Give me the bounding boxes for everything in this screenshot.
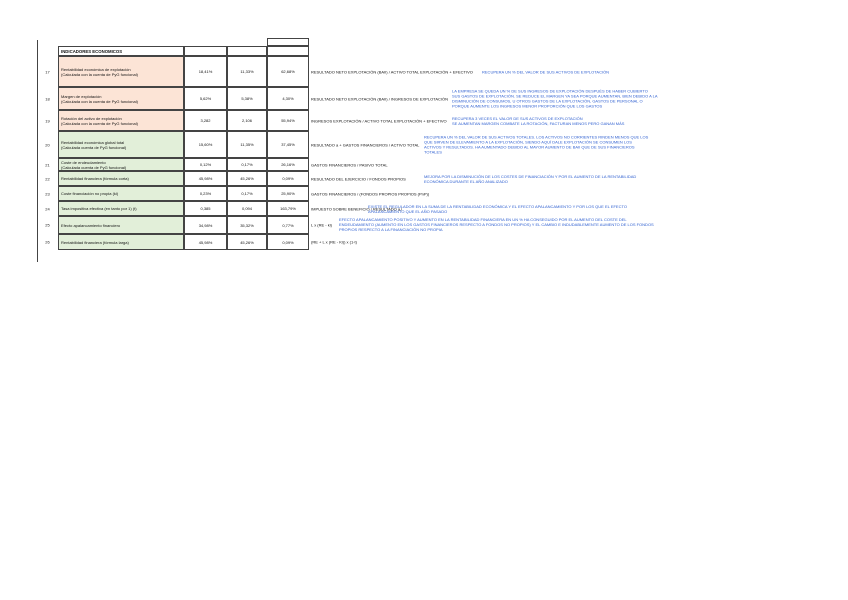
formula-text: GASTOS FINANCIEROS / PASIVO TOTAL bbox=[311, 162, 388, 167]
indicator-cell bbox=[58, 158, 184, 171]
value-cell-2: 0,094 bbox=[227, 201, 267, 216]
table-row bbox=[0, 110, 848, 131]
value-cell-2: 0,17% bbox=[227, 158, 267, 171]
indicator-subtitle: (Calculada cuenta de PyG funcional) bbox=[61, 164, 127, 170]
analysis-note: LA EMPRESA SE QUEDA UN % DE SUS INGRESOS DE EXPLOTACIÓN DESPUÉS DE HABER CUBIERTO SUS GASTOS DE EXPLOTACIÓN. SE REDUCE EL MARGEN YA SEA PORQUE AUMENTAN, BIEN DEBIDO A LA DISMINUCIÓN DE CONSUMOS, U OTROS GASTOS DE LA EXPLOTACIÓN, GASTOS DE PERSONAL O PORQUE AUMENTE LOS INGRESOS MENOR PROPORCIÓN QUE LOS GASTOS bbox=[452, 88, 658, 109]
indicator-cell bbox=[58, 234, 184, 250]
analysis-note: RECUPERA UN % DEL VALOR DE SUS ACTIVOS TOTALES. LOS ACTIVOS NO CORRIENTES RINDEN MENOS QUE LOS QUE SIRVEN DE ELEVAMIENTO A LA EXPLOTACIÓN, SIENDO AQUÍ DALE EXPLOTACIÓN SE CONSUMEN LOS ACTIVOS Y RESULTADOS. HA AUMENTADO DEBIDO AL MAYOR AUMENTO DE BAII QUE DE SUS FINANCIEROS TOTALES bbox=[424, 134, 649, 155]
row-number: 17 bbox=[45, 69, 50, 74]
value-cell-2: 35,32% bbox=[227, 216, 267, 234]
table-row bbox=[0, 131, 848, 158]
table-row bbox=[0, 201, 848, 216]
value-cell-1: 0,23% bbox=[184, 186, 227, 201]
value-cell-3: 55,94% bbox=[267, 110, 309, 131]
formula-text: GASTOS FINANCIEROS / (FONDOS PROPIOS PROPIOS (PnP)) bbox=[311, 191, 430, 196]
indicator-cell bbox=[58, 87, 184, 110]
analysis-note: RECUPERA UN % DEL VALOR DE SUS ACTIVOS DE EXPLOTACIÓN bbox=[482, 68, 610, 74]
row-number: 23 bbox=[45, 191, 50, 196]
value-cell-2: 45,26% bbox=[227, 171, 267, 186]
table-row bbox=[0, 87, 848, 110]
analysis-note: MEJORA POR LA DISMINUCIÓN DE LOS COSTES DE FINANCIACIÓN Y POR EL AUMENTO DE LA RENTABILIDAD ECONÓMICA DURANTE EL AÑO ANALIZADO bbox=[424, 173, 637, 184]
formula-text: L x (RE - ki) bbox=[311, 222, 332, 228]
table-row bbox=[0, 56, 848, 87]
indicator-subtitle: (Calculada con la cuenta de PyG funcional) bbox=[61, 120, 138, 126]
row-number: 26 bbox=[45, 239, 50, 245]
indicator-name: Margen de explotación bbox=[61, 93, 102, 99]
indicator-cell bbox=[58, 171, 184, 186]
formula-text: IMPUESTO SOBRE BENEFICIO / RESULTADO a.i bbox=[311, 206, 403, 211]
indicator-cell bbox=[58, 216, 184, 234]
table-row bbox=[0, 158, 848, 171]
table-row bbox=[0, 234, 848, 250]
formula-text: RESULTADO NETO EXPLOTACIÓN (BAII) / ACTIVO TOTAL EXPLOTACIÓN + EFECTIVO bbox=[311, 69, 473, 74]
value-cell-1: 45,98% bbox=[184, 234, 227, 250]
value-cell-2: 45,26% bbox=[227, 234, 267, 250]
value-cell-1: 0,12% bbox=[184, 158, 227, 171]
indicator-cell bbox=[58, 201, 184, 216]
section-title: INDICADORES ECONOMICOS bbox=[58, 46, 184, 56]
formula-text: RESULTADO DEL EJERCICIO / FONDOS PROPIOS bbox=[311, 176, 406, 181]
formula-text: RESULTADO a + GASTOS FINANCIEROS / ACTIVO TOTAL bbox=[311, 142, 420, 147]
indicator-subtitle: (Calculada cuenta de PyG funcional) bbox=[61, 144, 127, 150]
indicator-name: Coste de endeudamiento bbox=[61, 159, 106, 165]
table-row bbox=[0, 171, 848, 186]
value-cell-3: 62,68% bbox=[267, 56, 309, 87]
value-cell-2: 11,33% bbox=[227, 56, 267, 87]
row-number: 19 bbox=[45, 118, 50, 123]
value-cell-3: 26,16% bbox=[267, 158, 309, 171]
row-number: 18 bbox=[45, 96, 50, 101]
indicator-cell bbox=[58, 186, 184, 201]
indicator-name: Coste financiación no propia (ki) bbox=[61, 191, 119, 196]
analysis-note: RECUPERA 3 VECES EL VALOR DE SUS ACTIVOS DE EXPLOTACIÓN SE AUMENTAN MARGEN COMBATE LA ROTACIÓN, FACTURAN MENOS PERO GANAN MÁS bbox=[452, 115, 625, 126]
analysis-note: EFECTO APALANCAMIENTO POSITIVO Y AUMENTO EN LA RENTABILIDAD FINANCIERA EN UN % HA CONSEGUIDO POR EL AUMENTO DEL COSTE DEL ENDEUDAMIENTO (AUMENTO EN LOS GASTOS FINANCIEROS RESPECTO A FONDOS NO PROPIOS) Y EL CAMBIO E INDUDABLEMENTE AUMENTO DE LOS FONDOS PROPIOS RESPECTO A LA FINANCIACIÓN NO PROPIA bbox=[339, 217, 654, 233]
indicator-cell bbox=[58, 131, 184, 158]
indicator-name: Efecto apalancamiento financiero bbox=[61, 222, 121, 228]
value-cell-1: 18,41% bbox=[184, 56, 227, 87]
formula-text: INGRESOS EXPLOTACIÓN / ACTIVO TOTAL EXPLOTACIÓN + EFECTIVO bbox=[311, 118, 447, 123]
indicator-subtitle: (Calculada con la cuenta de PyG funcional) bbox=[61, 98, 138, 104]
indicator-name: Rotación del activo de explotación bbox=[61, 115, 122, 121]
header-col-1 bbox=[184, 46, 227, 56]
formula-text: RESULTADO NETO EXPLOTACIÓN (BAII) / INGRESOS DE EXPLOTACIÓN bbox=[311, 96, 448, 101]
indicator-name: Tasa impositiva efectiva (en tanto por 1) (t) bbox=[61, 206, 137, 211]
value-cell-1: 34,98% bbox=[184, 216, 227, 234]
header-extra-cell bbox=[267, 38, 309, 46]
value-cell-1: 45,98% bbox=[184, 171, 227, 186]
row-number: 22 bbox=[45, 176, 50, 181]
indicator-cell bbox=[58, 110, 184, 131]
value-cell-1: 15,60% bbox=[184, 131, 227, 158]
value-cell-3: 37,45% bbox=[267, 131, 309, 158]
indicator-name: Rentabilidad financiera (fórmula larga) bbox=[61, 239, 129, 245]
value-cell-3: 0,09% bbox=[267, 171, 309, 186]
header-col-3 bbox=[267, 46, 309, 56]
value-cell-1: 5,62% bbox=[184, 87, 227, 110]
value-cell-3: 4,30% bbox=[267, 87, 309, 110]
table-row bbox=[0, 216, 848, 234]
row-number: 20 bbox=[45, 142, 50, 147]
analysis-note: EXISTE EL REGULADOR EN LA SUMA DE LA RENTABILIDAD ECONÓMICA Y EL EFECTO APALANCAMIENTO Y POR LOS QUE EL EFECTO APALANCAMIENTO QUE EL AÑO PASADO bbox=[368, 203, 627, 214]
value-cell-2: 0,17% bbox=[227, 186, 267, 201]
value-cell-1: 3,282 bbox=[184, 110, 227, 131]
value-cell-2: 5,38% bbox=[227, 87, 267, 110]
table-row bbox=[0, 186, 848, 201]
row-number: 25 bbox=[45, 222, 50, 228]
value-cell-3: 25,90% bbox=[267, 186, 309, 201]
value-cell-3: 0,77% bbox=[267, 216, 309, 234]
row-number: 24 bbox=[45, 206, 50, 211]
value-cell-3: 163,79% bbox=[267, 201, 309, 216]
indicator-name: Rentabilidad financiera (fórmula corta) bbox=[61, 176, 129, 181]
formula-text: (RE + L x (RE - Ki)) x (1-t) bbox=[311, 239, 357, 245]
header-col-2 bbox=[227, 46, 267, 56]
indicator-name: Rentabilidad económica global total bbox=[61, 139, 125, 145]
indicator-name: Rentabilidad económica de explotación bbox=[61, 66, 131, 72]
indicator-subtitle: (Calculada con la cuenta de PyG funcional) bbox=[61, 71, 138, 77]
value-cell-3: 0,09% bbox=[267, 234, 309, 250]
row-number: 21 bbox=[45, 162, 50, 167]
value-cell-1: 0,385 bbox=[184, 201, 227, 216]
indicator-cell bbox=[58, 56, 184, 87]
value-cell-2: 11,35% bbox=[227, 131, 267, 158]
value-cell-2: 2,106 bbox=[227, 110, 267, 131]
